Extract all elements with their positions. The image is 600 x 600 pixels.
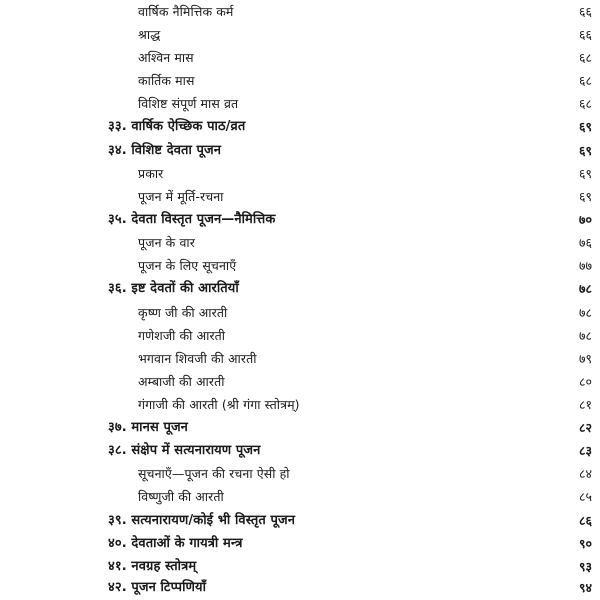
toc-page-number: ८१ [578, 397, 592, 412]
toc-page-number: ६८ [578, 73, 592, 88]
toc-page-number: ७९ [578, 351, 592, 366]
toc-row [0, 185, 600, 209]
toc-page-number: ७० [578, 212, 592, 227]
toc-chapter-title: ४१. नवग्रह स्तोत्रम् [108, 559, 197, 574]
toc-page-number: ६९ [578, 166, 592, 181]
toc-entry-title: अश्विन मास [138, 50, 194, 65]
toc-page-number: ६८ [578, 50, 592, 65]
toc-chapter-row [0, 277, 600, 301]
toc-row [0, 393, 600, 417]
toc-page-number: ९३ [578, 559, 592, 574]
toc-entry-title: प्रकार [138, 166, 164, 181]
toc-chapter-title: ३७. मानस पूजन [108, 420, 188, 435]
toc-page-number: ८६ [578, 513, 592, 528]
toc-chapter-title: ३६. इष्ट देवतों की आरतियाँ [108, 281, 239, 296]
toc-chapter-title: ४०. देवताओं के गायत्री मन्त्र [108, 536, 243, 551]
toc-row [0, 46, 600, 70]
toc-chapter-row [0, 139, 600, 163]
toc-entry-title: विशिष्ट संपूर्ण मास व्रत [138, 96, 239, 111]
toc-page-number: ९० [578, 536, 592, 551]
toc-entry-title: श्राद्ध [138, 27, 161, 42]
toc-chapter-row [0, 509, 600, 533]
toc-page-number: ८४ [578, 466, 592, 481]
toc-chapter-row [0, 576, 600, 600]
toc-entry-title: भगवान शिवजी की आरती [138, 351, 257, 366]
toc-chapter-row [0, 439, 600, 463]
toc-chapter-row [0, 115, 600, 139]
toc-row [0, 92, 600, 116]
toc-entry-title: पूजन के लिए सूचनाएँ [138, 258, 237, 273]
toc-page-number: ६६ [578, 27, 592, 42]
toc-page-number: ८३ [578, 443, 592, 458]
toc-page-number: ८० [578, 374, 592, 389]
toc-chapter-title: ३३. वार्षिक ऐच्छिक पाठ/व्रत [108, 119, 246, 134]
toc-page-number: ६६ [578, 4, 592, 19]
toc-chapter-title: ३४. विशिष्ट देवता पूजन [108, 143, 222, 158]
toc-page-number: ७८ [578, 328, 592, 343]
toc-entry-title: गणेशजी की आरती [138, 328, 226, 343]
toc-row [0, 231, 600, 255]
toc-entry-title: पूजन में मूर्ति-रचना [138, 189, 224, 204]
toc-entry-title: वार्षिक नैमित्तिक कर्म [138, 4, 234, 19]
toc-row [0, 23, 600, 47]
toc-row [0, 69, 600, 93]
toc-row [0, 485, 600, 509]
toc-chapter-title: ३५. देवता विस्तृत पूजन—नैमित्तिक [108, 212, 276, 227]
toc-entry-title: गंगाजी की आरती (श्री गंगा स्तोत्रम्) [138, 397, 300, 412]
toc-row [0, 347, 600, 371]
toc-entry-title: कृष्ण जी की आरती [138, 305, 228, 320]
toc-row [0, 324, 600, 348]
toc-page-number: ६९ [578, 119, 592, 134]
toc-entry-title: कार्तिक मास [138, 73, 195, 88]
toc-chapter-title: ३९. सत्यनारायण/कोई भी विस्तृत पूजन [108, 513, 296, 528]
toc-entry-title: विष्णुजी की आरती [138, 489, 224, 504]
toc-entry-title: अम्बाजी की आरती [138, 374, 225, 389]
toc-page-number: ७८ [578, 281, 592, 296]
toc-chapter-row [0, 416, 600, 440]
toc-page-number: ७७ [578, 258, 592, 273]
toc-row [0, 462, 600, 486]
toc-row [0, 254, 600, 278]
toc-page-number: ७६ [578, 235, 592, 250]
toc-row [0, 301, 600, 325]
toc-chapter-row [0, 208, 600, 232]
toc-page-number: ९४ [578, 580, 592, 595]
toc-page-number: ८५ [578, 489, 592, 504]
toc-page-number: ८२ [578, 420, 592, 435]
toc-entry-title: सूचनाएँ—पूजन की रचना ऐसी हो [138, 466, 290, 481]
toc-row [0, 370, 600, 394]
toc-page-number: ६९ [578, 189, 592, 204]
toc-page-number: ६९ [578, 143, 592, 158]
toc-chapter-title: ३८. संक्षेप में सत्यनारायण पूजन [108, 443, 261, 458]
toc-page-number: ६८ [578, 96, 592, 111]
toc-entry-title: पूजन के वार [138, 235, 195, 250]
toc-row [0, 0, 600, 24]
toc-chapter-title: ४२. पूजन टिप्पणियाँ [108, 580, 207, 595]
toc-chapter-row [0, 532, 600, 556]
toc-page-number: ७८ [578, 305, 592, 320]
toc-row [0, 162, 600, 186]
